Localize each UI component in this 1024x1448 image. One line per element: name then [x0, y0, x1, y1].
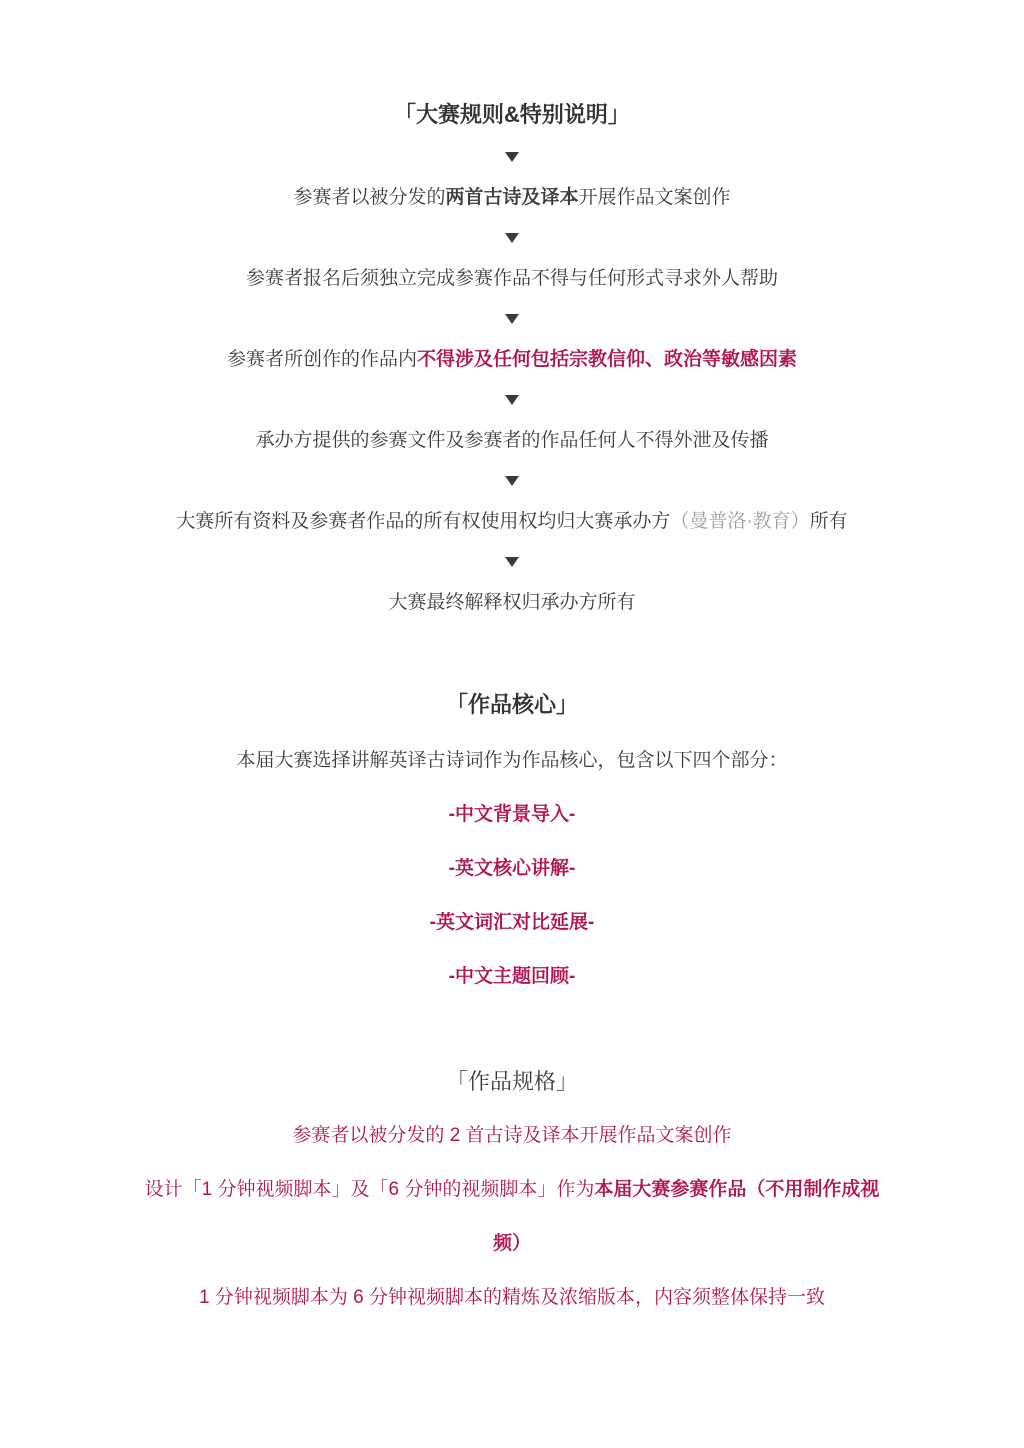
core-section [136, 690, 888, 1004]
warning-emphasis-text: 不得涉及任何包括宗教信仰、政治等敏感因素 [417, 349, 798, 370]
spec-line-3: 1 分钟视频脚本为 6 分钟视频脚本的精炼及浓缩版本，内容须整体保持一致 [199, 1287, 825, 1308]
text-segment: 参赛者所创作的作品内 [226, 349, 417, 370]
text-segment: 参赛者以被分发的 [293, 187, 446, 208]
down-triangle-icon [505, 557, 519, 567]
core-item: -英文词汇对比延展- [429, 912, 595, 933]
down-triangle-icon [505, 152, 519, 162]
core-item: -中文主题回顾- [448, 966, 576, 987]
rules-line-1 [136, 184, 888, 211]
rules-line-5 [136, 508, 888, 535]
emphasis-text: 本届大赛参赛作品（不用制作成视频） [492, 1179, 880, 1254]
spec-line-2 [136, 1163, 888, 1271]
rules-line-2: 参赛者报名后须独立完成参赛作品不得与任何形式寻求外人帮助 [245, 268, 778, 289]
spec-section [136, 1067, 888, 1325]
article-content [136, 0, 888, 1325]
rules-line-6: 大赛最终解释权归承办方所有 [388, 592, 636, 613]
rules-line-3 [136, 346, 888, 373]
core-intro: 本届大赛选择讲解英译古诗词作为作品核心，包含以下四个部分： [236, 750, 788, 771]
emphasis-text: 两首古诗及译本 [445, 187, 579, 208]
down-triangle-icon [505, 395, 519, 405]
spec-section-title: 「作品规格」 [445, 1069, 578, 1094]
down-triangle-icon [505, 233, 519, 243]
rules-line-4: 承办方提供的参赛文件及参赛者的作品任何人不得外泄及传播 [255, 430, 769, 451]
text-segment: 大赛所有资料及参赛者作品的所有权使用权均归大赛承办方 [176, 511, 671, 532]
text-segment: 开展作品文案创作 [578, 187, 731, 208]
spec-line-1: 参赛者以被分发的 2 首古诗及译本开展作品文案创作 [292, 1125, 732, 1146]
organizer-name-text: （曼普洛·教育） [670, 511, 810, 532]
core-section-title: 「作品核心」 [445, 692, 578, 717]
down-triangle-icon [505, 314, 519, 324]
rules-section [136, 100, 888, 616]
core-item: -英文核心讲解- [448, 858, 576, 879]
core-item: -中文背景导入- [448, 804, 576, 825]
text-segment: 所有 [809, 511, 848, 532]
rules-section-title: 「大赛规则&特别说明」 [394, 102, 630, 127]
down-triangle-icon [505, 476, 519, 486]
text-segment: 设计「1 分钟视频脚本」及「6 分钟的视频脚本」作为 [144, 1179, 595, 1200]
